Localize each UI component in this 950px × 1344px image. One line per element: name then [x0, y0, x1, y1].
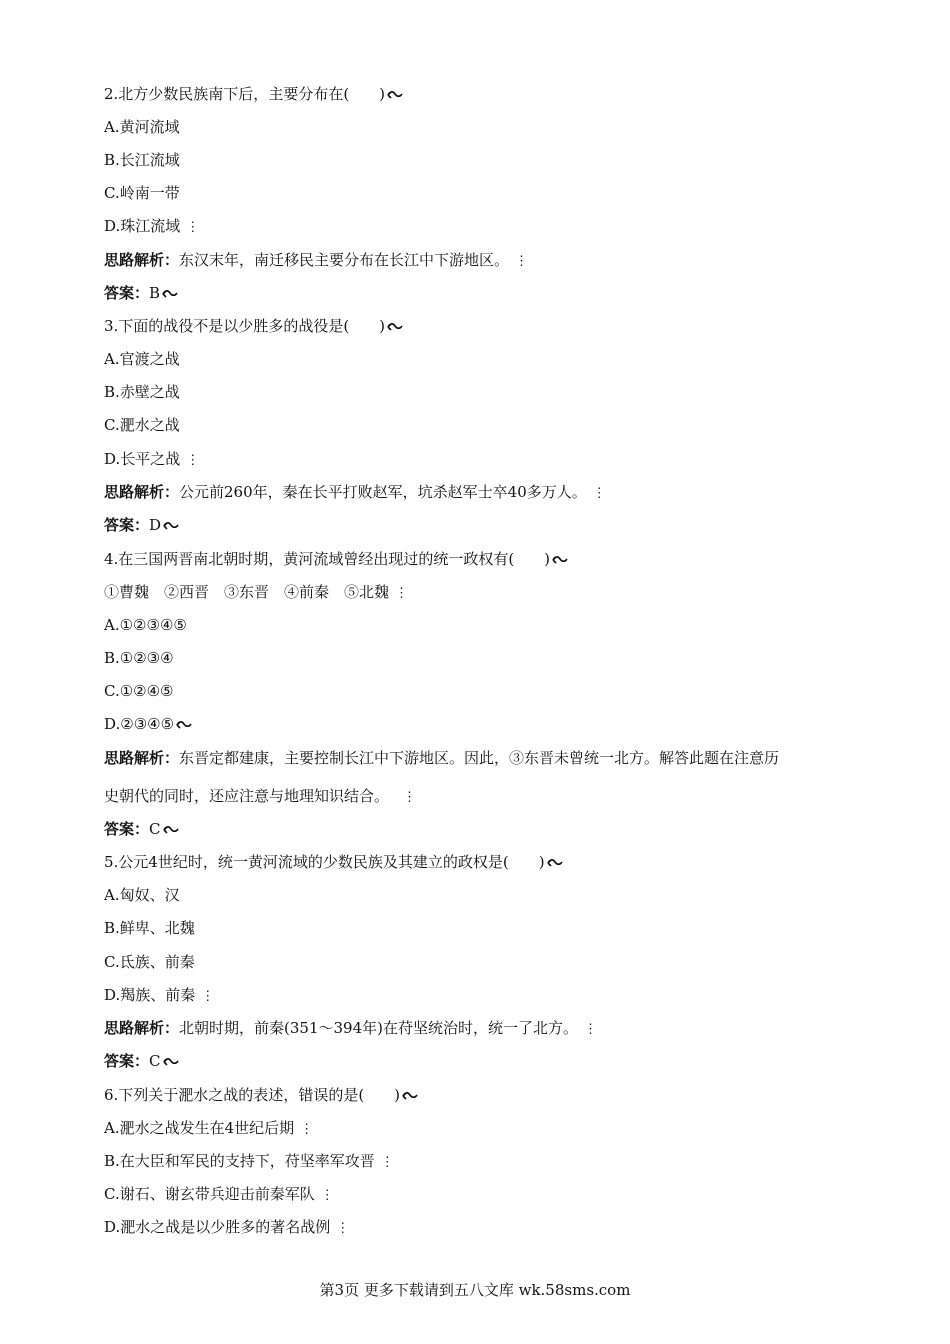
question-text: 4.在三国两晋南北朝时期，黄河流域曾经出现过的统一政权有( ) — [104, 550, 551, 568]
option-b: B.鲜卑、北魏 — [104, 919, 195, 937]
return-mark-icon — [176, 715, 192, 735]
vertical-ellipsis-icon: ⋮ — [201, 989, 215, 1004]
return-mark-icon — [163, 820, 179, 840]
question-text: 5.公元4世纪时，统一黄河流域的少数民族及其建立的政权是( ) — [104, 853, 545, 871]
option-a: A.黄河流域 — [104, 118, 180, 136]
vertical-ellipsis-icon: ⋮ — [320, 1188, 334, 1203]
vertical-ellipsis-icon: ⋮ — [336, 1221, 350, 1236]
option-d — [104, 449, 199, 471]
option-text: D.珠江流域 — [104, 217, 181, 235]
answer-2 — [104, 283, 178, 304]
option-text: D.②③④⑤ — [104, 715, 175, 733]
analysis-4 — [104, 748, 779, 768]
vertical-ellipsis-icon: ⋮ — [186, 220, 200, 235]
question-3-stem — [104, 316, 403, 337]
option-a — [104, 1118, 313, 1140]
option-a: A.匈奴、汉 — [104, 886, 180, 904]
option-b — [104, 1151, 394, 1173]
answer-label: 答案： — [104, 820, 150, 838]
analysis-text: 史朝代的同时，还应注意与地理知识结合。 — [104, 787, 390, 805]
vertical-ellipsis-icon: ⋮ — [592, 486, 606, 501]
analysis-label: 思路解析： — [104, 749, 180, 767]
page-footer: 第3页 更多下载请到五八文库 wk.58sms.com — [319, 1281, 631, 1299]
vertical-ellipsis-icon: ⋮ — [403, 790, 417, 805]
option-text: D.羯族、前秦 — [104, 986, 196, 1004]
vertical-ellipsis-icon: ⋮ — [583, 1022, 597, 1037]
question-text: 2.北方少数民族南下后，主要分布在( ) — [104, 85, 386, 103]
answer-3 — [104, 515, 179, 536]
return-mark-icon — [402, 1086, 418, 1106]
question-4-stem — [104, 549, 568, 570]
option-text: C.谢石、谢玄带兵迎击前秦军队 — [104, 1185, 315, 1203]
vertical-ellipsis-icon: ⋮ — [515, 254, 529, 269]
option-c: C.氐族、前秦 — [104, 953, 195, 971]
analysis-4-continued — [104, 786, 416, 808]
return-mark-icon — [552, 550, 568, 570]
analysis-2 — [104, 250, 528, 272]
return-mark-icon — [163, 516, 179, 536]
vertical-ellipsis-icon: ⋮ — [186, 453, 200, 468]
items-text: ①曹魏 ②西晋 ③东晋 ④前秦 ⑤北魏 — [104, 583, 390, 601]
option-d — [104, 1217, 349, 1239]
option-a: A.官渡之战 — [104, 350, 180, 368]
option-c: C.淝水之战 — [104, 416, 180, 434]
return-mark-icon — [387, 317, 403, 337]
option-b: B.长江流域 — [104, 151, 180, 169]
option-d — [104, 216, 199, 238]
analysis-text: 东汉末年，南迁移民主要分布在长江中下游地区。 — [179, 251, 510, 269]
analysis-label: 思路解析： — [104, 1019, 180, 1037]
option-d — [104, 714, 192, 735]
answer-label: 答案： — [104, 284, 150, 302]
answer-value: D — [149, 516, 162, 534]
analysis-label: 思路解析： — [104, 251, 180, 269]
question-2-stem — [104, 84, 403, 105]
analysis-text: 北朝时期，前秦(351～394年)在苻坚统治时，统一了北方。 — [179, 1019, 578, 1037]
question-text: 6.下列关于淝水之战的表述，错误的是( ) — [104, 1086, 401, 1104]
option-text: A.淝水之战发生在4世纪后期 — [104, 1119, 295, 1137]
analysis-text: 东晋定都建康，主要控制长江中下游地区。因此，③东晋未曾统一北方。解答此题在注意历 — [179, 749, 780, 767]
return-mark-icon — [387, 85, 403, 105]
option-c — [104, 1184, 334, 1206]
vertical-ellipsis-icon: ⋮ — [300, 1122, 314, 1137]
vertical-ellipsis-icon: ⋮ — [380, 1155, 394, 1170]
question-5-stem — [104, 852, 563, 873]
question-4-items — [104, 582, 408, 604]
option-c: C.①②④⑤ — [104, 682, 174, 700]
option-text: B.在大臣和军民的支持下，苻坚率军攻晋 — [104, 1152, 375, 1170]
return-mark-icon — [162, 284, 178, 304]
return-mark-icon — [163, 1052, 179, 1072]
answer-5 — [104, 1051, 179, 1072]
analysis-label: 思路解析： — [104, 483, 180, 501]
option-b: B.①②③④ — [104, 649, 174, 667]
analysis-5 — [104, 1018, 597, 1040]
answer-label: 答案： — [104, 516, 150, 534]
option-b: B.赤壁之战 — [104, 383, 180, 401]
analysis-3 — [104, 482, 606, 504]
option-c: C.岭南一带 — [104, 184, 180, 202]
option-a: A.①②③④⑤ — [104, 616, 187, 634]
answer-4 — [104, 819, 179, 840]
option-d — [104, 985, 214, 1007]
option-text: D.长平之战 — [104, 450, 181, 468]
vertical-ellipsis-icon: ⋮ — [395, 586, 409, 601]
answer-value: B — [149, 284, 161, 302]
return-mark-icon — [547, 853, 563, 873]
question-6-stem — [104, 1085, 418, 1106]
answer-label: 答案： — [104, 1052, 150, 1070]
option-text: D.淝水之战是以少胜多的著名战例 — [104, 1218, 331, 1236]
analysis-text: 公元前260年，秦在长平打败赵军，坑杀赵军士卒40多万人。 — [179, 483, 587, 501]
question-text: 3.下面的战役不是以少胜多的战役是( ) — [104, 317, 386, 335]
answer-value: C — [149, 820, 161, 838]
answer-value: C — [149, 1052, 161, 1070]
